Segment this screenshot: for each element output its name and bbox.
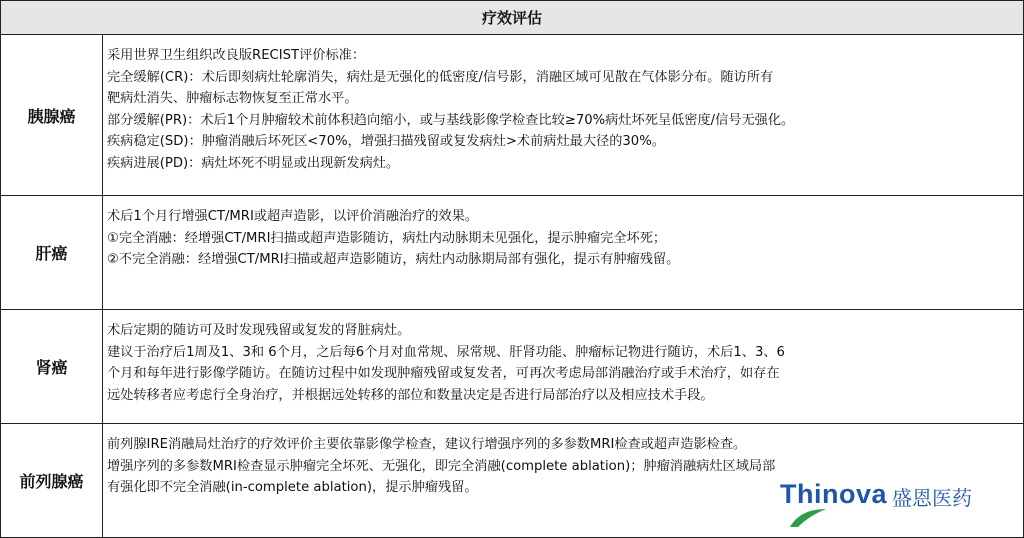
content-line: 采用世界卫生组织改良版RECIST评价标准： — [107, 48, 366, 63]
content-line: 建议于治疗后1周及1、3和 6个月，之后每6个月对血常规、尿常规、肝肾功能、肿瘤标记物进行随访，术后1、3、6 — [107, 344, 785, 360]
table-title: 疗效评估 — [481, 9, 542, 27]
content-line: 部分缓解(PR)：术后1个月肿瘤较术前体积趋向缩小，或与基线影像学检查比较≥70%病灶坏死呈低密度/信号无强化。 — [107, 112, 795, 128]
row-label-kidney: 肾癌 — [1, 310, 103, 423]
thinova-logo — [776, 473, 1006, 531]
content-line: 靶病灶消失、肿瘤标志物恢复至正常水平。 — [107, 91, 358, 106]
content-line: 术后1个月行增强CT/MRI或超声造影，以评价消融治疗的效果。 — [107, 209, 479, 224]
row-content — [107, 196, 1019, 271]
row-content — [107, 35, 1019, 174]
content-line: 个月和每年进行影像学随访。在随访过程中如发现肿瘤残留或复发者，可再次考虑局部消融治疗或手术治疗，如存在 — [107, 366, 780, 381]
content-line: 疾病稳定(SD)：肿瘤消融后坏死区<70%，增强扫描残留或复发病灶>术前病灶最大径的30%。 — [107, 134, 665, 149]
table-header — [1, 1, 1023, 35]
content-line: 完全缓解(CR)：术后即刻病灶轮廓消失，病灶是无强化的低密度/信号影，消融区域可见散在气体影分布。随访所有 — [107, 69, 774, 85]
table-row — [1, 310, 1023, 424]
content-line: 增强序列的多参数MRI检查显示肿瘤完全坏死、无强化，即完全消融(complete ablation)；肿瘤消融病灶区域局部 — [107, 458, 776, 474]
table-row — [1, 35, 1023, 196]
leaf-swoosh-icon — [788, 507, 828, 529]
brand-name-cn: 盛恩医药 — [892, 486, 972, 510]
content-line: ②不完全消融：经增强CT/MRI扫描或超声造影随访，病灶内动脉期局部有强化，提示有肿瘤残留。 — [107, 252, 680, 267]
row-label-prostate: 前列腺癌 — [1, 424, 103, 537]
content-line: 前列腺IRE消融局灶治疗的疗效评价主要依靠影像学检查，建议行增强序列的多参数MRI检查或超声造影检查。 — [107, 437, 747, 452]
content-line: 远处转移者应考虑行全身治疗，并根据远处转移的部位和数量决定是否进行局部治疗以及相应技术手段。 — [107, 387, 714, 403]
content-line: 有强化即不完全消融(in-complete ablation)，提示肿瘤残留。 — [107, 480, 478, 495]
content-line: 术后定期的随访可及时发现残留或复发的肾脏病灶。 — [107, 323, 411, 338]
content-line: ①完全消融：经增强CT/MRI扫描或超声造影随访，病灶内动脉期未见强化，提示肿瘤完全坏死； — [107, 230, 667, 246]
brand-name-en: Thinova — [780, 479, 888, 509]
table-row — [1, 196, 1023, 310]
row-label-liver: 肝癌 — [1, 196, 103, 309]
content-line: 疾病进展(PD)：病灶坏死不明显或出现新发病灶。 — [107, 155, 400, 171]
row-label-pancreatic: 胰腺癌 — [1, 35, 103, 195]
row-content — [107, 310, 1019, 406]
